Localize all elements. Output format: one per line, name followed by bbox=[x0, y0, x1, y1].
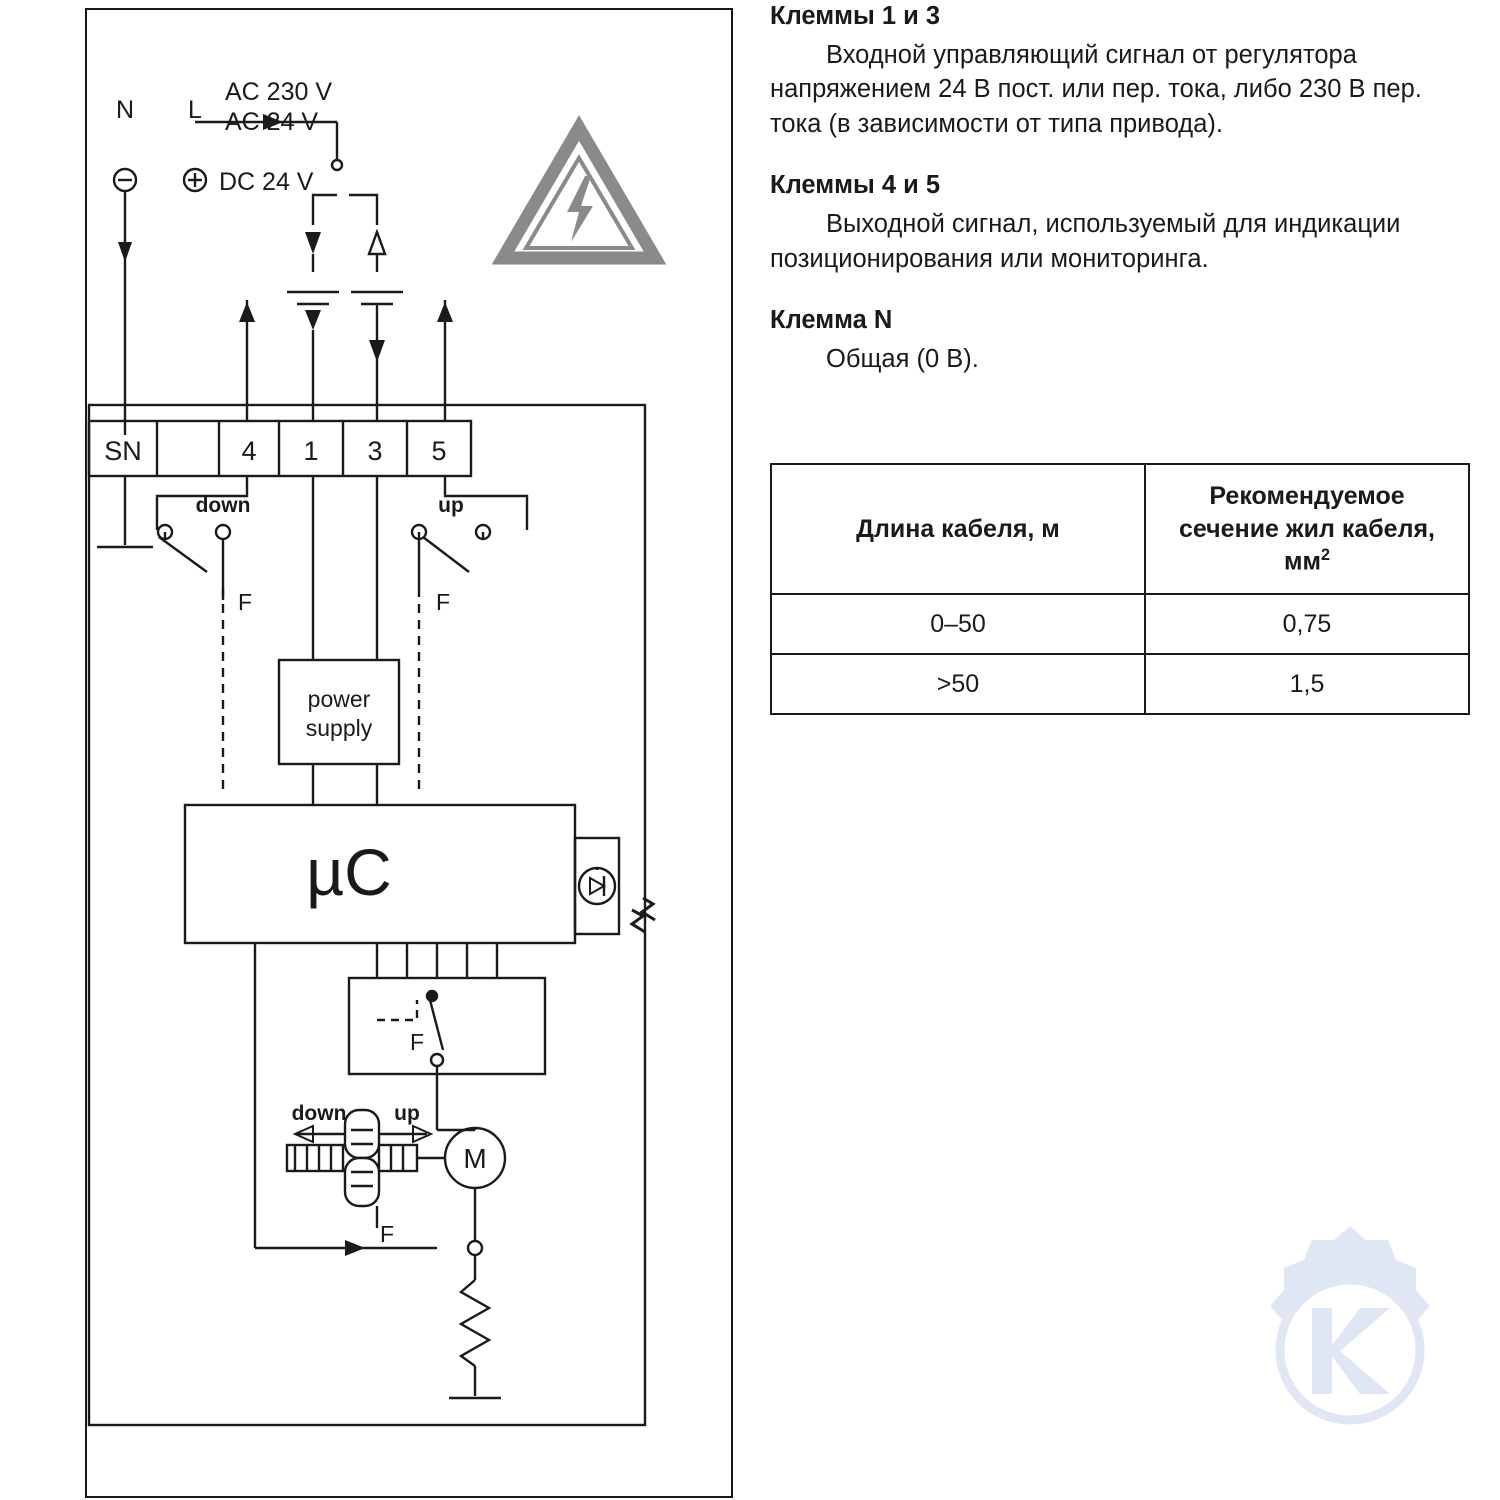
relay-box bbox=[349, 978, 545, 1074]
label-motor: M bbox=[463, 1143, 487, 1174]
description-text-column bbox=[770, 0, 1480, 406]
section-heading-terminals-4-5: Клеммы 4 и 5 bbox=[770, 171, 941, 200]
label-ac230: AC 230 V bbox=[225, 78, 333, 106]
device-outline bbox=[89, 405, 645, 1425]
label-l: L bbox=[188, 96, 202, 124]
relay-contact bbox=[431, 1054, 443, 1066]
label-fuse-right: F bbox=[435, 589, 451, 615]
arrow-feedback bbox=[345, 1240, 365, 1256]
high-voltage-warning-icon bbox=[503, 128, 655, 258]
wiring-diagram bbox=[87, 10, 731, 1496]
header-line-3: мм bbox=[1283, 547, 1321, 576]
cell-length-over-50: >50 bbox=[771, 654, 1145, 714]
terminal-label-sn: SN bbox=[104, 436, 142, 466]
header-unit-exponent: 2 bbox=[1320, 546, 1331, 565]
label-fuse-actuator: F bbox=[379, 1221, 395, 1247]
table-row bbox=[771, 654, 1469, 714]
led-circle bbox=[579, 868, 615, 904]
arrow-down-n bbox=[118, 242, 132, 262]
label-down-switch: down bbox=[195, 494, 251, 517]
table-header-cable-length: Длина кабеля, м bbox=[771, 464, 1145, 594]
switch-contact-down-right bbox=[216, 525, 230, 539]
terminal-label-3: 3 bbox=[367, 436, 383, 466]
arrow-down-1 bbox=[305, 232, 321, 254]
table-row bbox=[771, 594, 1469, 654]
section-body-terminal-n: Общая (0 В). bbox=[826, 344, 979, 373]
table-header-row bbox=[771, 464, 1469, 594]
relay-pivot bbox=[427, 991, 437, 1001]
header-line-2: сечение жил кабеля, bbox=[1178, 514, 1436, 543]
actuator-nut-bottom bbox=[345, 1158, 379, 1206]
label-n: N bbox=[115, 96, 135, 124]
label-ac24: AC 24 V bbox=[225, 108, 319, 136]
label-power-supply-1: power bbox=[307, 686, 371, 712]
actuator-nut-top bbox=[345, 1110, 379, 1158]
section-heading-terminals-1-3: Клеммы 1 и 3 bbox=[770, 2, 941, 30]
label-fuse-relay: F bbox=[409, 1029, 425, 1055]
label-fuse-left: F bbox=[237, 589, 253, 615]
label-dc24: DC 24 V bbox=[219, 168, 314, 196]
arrow-up-4 bbox=[239, 302, 255, 322]
potentiometer bbox=[461, 1280, 489, 1366]
cell-section-0-50: 0,75 bbox=[1145, 594, 1469, 654]
arrow-up-5 bbox=[437, 302, 453, 322]
terminal-label-5: 5 bbox=[431, 436, 447, 466]
power-supply-box bbox=[279, 660, 399, 764]
terminal-label-4: 4 bbox=[241, 436, 257, 466]
label-up-actuator: up bbox=[394, 1102, 420, 1125]
label-up-switch: up bbox=[438, 494, 464, 517]
section-body-terminals-4-5: Выходной сигнал, используемый для индикации позиционирования или мониторинга. bbox=[770, 210, 1401, 273]
cable-section-table bbox=[770, 463, 1470, 715]
table-header-cable-section bbox=[1145, 464, 1469, 594]
header-line-1: Рекомендуемое bbox=[1209, 482, 1405, 511]
section-heading-terminal-n: Клемма N bbox=[770, 305, 893, 334]
label-power-supply-2: supply bbox=[305, 715, 373, 741]
cell-length-0-50: 0–50 bbox=[771, 594, 1145, 654]
terminal-label-1: 1 bbox=[303, 436, 319, 466]
arrow-up-hollow-3 bbox=[369, 232, 385, 254]
cell-section-over-50: 1,5 bbox=[1145, 654, 1469, 714]
section-body-terminals-1-3: Входной управляющий сигнал от регулятора напряжением 24 В пост. или пер. тока, либо 230 В пер. тока (в зависимости от типа привода). bbox=[770, 40, 1422, 138]
label-down-actuator: down bbox=[291, 1102, 347, 1125]
watermark-logo bbox=[1220, 1220, 1480, 1480]
led-box bbox=[575, 838, 619, 934]
label-microcontroller: µC bbox=[306, 835, 392, 909]
feedback-node bbox=[468, 1241, 482, 1255]
wiring-diagram-panel bbox=[85, 8, 733, 1498]
junction-dot bbox=[332, 160, 342, 170]
